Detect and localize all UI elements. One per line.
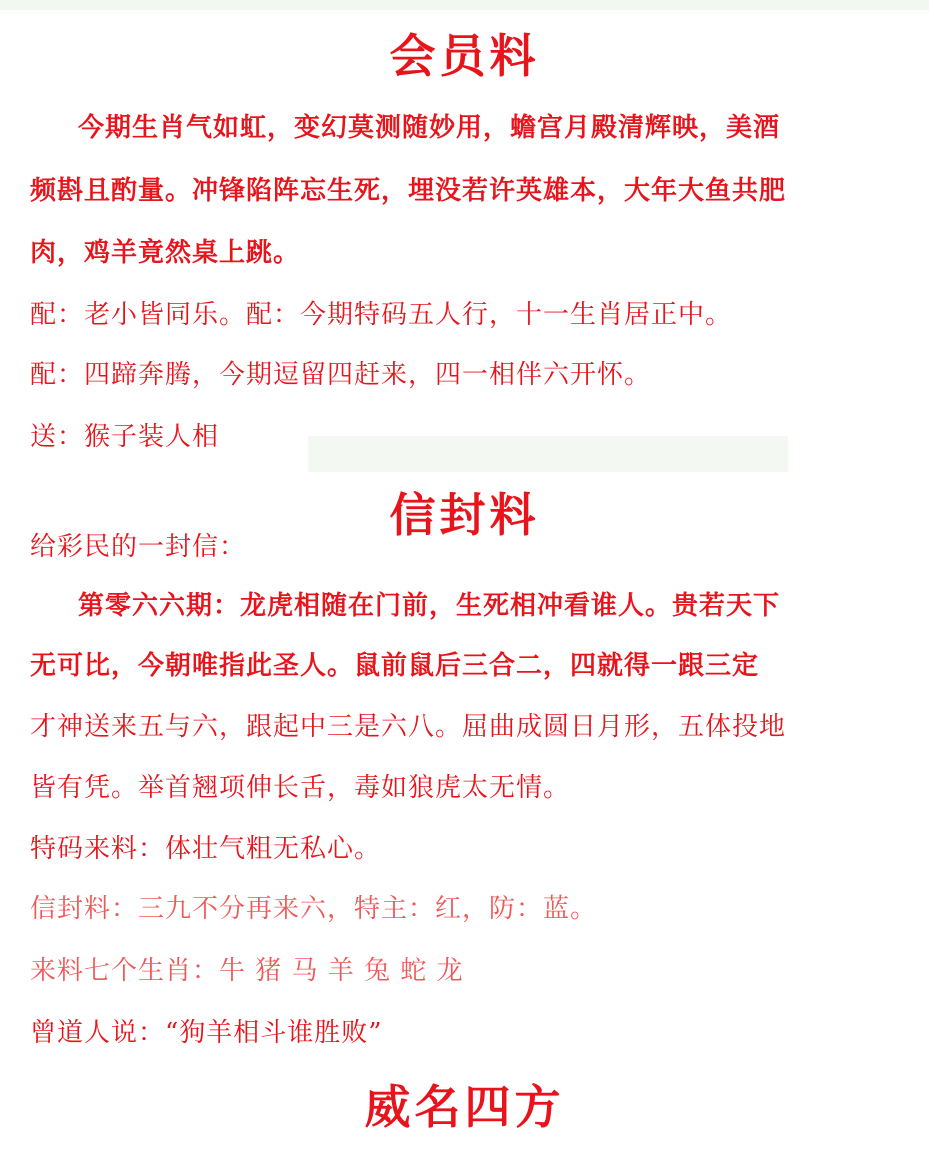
letter-line-1: 第零六六期：龙虎相随在门前，生死相冲看谁人。贵若天下 (78, 591, 781, 621)
poem-line-2: 频斟且酌量。冲锋陷阵忘生死，埋没若许英雄本，大年大鱼共肥 (30, 176, 787, 206)
letter-line-2: 无可比，今朝唯指此圣人。鼠前鼠后三合二，四就得一跟三定 (30, 651, 760, 681)
poem-line-3: 肉，鸡羊竟然桌上跳。 (30, 238, 301, 268)
pei-line-1: 配：老小皆同乐。配：今期特码五人行，十一生肖居正中。 (30, 300, 733, 330)
xinfeng-line: 信封料：三九不分再来六，特主：红，防：蓝。 (30, 894, 598, 924)
section-title-huiyuan: 会员料 (389, 29, 540, 83)
poem-line-1: 今期生肖气如虹，变幻莫测随妙用，蟾宫月殿清辉映，美酒 (78, 113, 781, 143)
song-line: 送：猴子装人相 (30, 422, 220, 452)
tema-line: 特码来料：体壮气粗无私心。 (30, 834, 382, 864)
background-band (308, 436, 788, 472)
letter-subtitle: 给彩民的一封信： (30, 532, 247, 562)
section-title-xinfeng: 信封料 (389, 488, 540, 542)
top-border (0, 0, 929, 10)
letter-line-4: 皆有凭。举首翘项伸长舌，毒如狼虎太无情。 (30, 773, 571, 803)
letter-line-3: 才神送来五与六，跟起中三是六八。屈曲成圆日月形，五体投地 (30, 712, 787, 742)
section-title-weiming: 威名四方 (364, 1080, 565, 1134)
daoren-line: 曾道人说：“狗羊相斗谁胜败” (30, 1018, 383, 1048)
pei-line-2: 配：四蹄奔腾，今期逗留四赶来，四一相伴六开怀。 (30, 360, 652, 390)
laoliao-line: 来料七个生肖：牛 猪 马 羊 兔 蛇 龙 (30, 956, 464, 986)
